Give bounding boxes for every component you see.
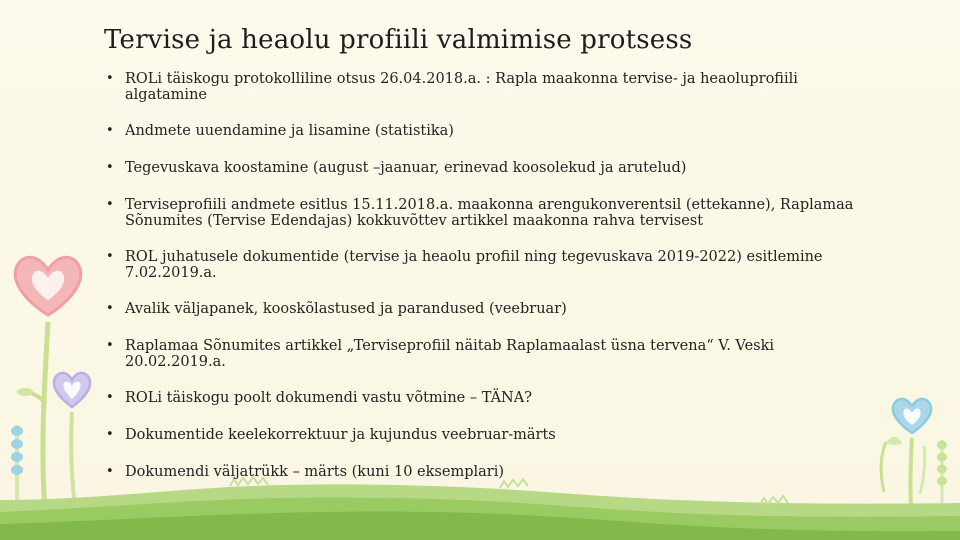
bullet-item: • Dokumentide keelekorrektuur ja kujundus veebruar-märts bbox=[106, 427, 876, 443]
bullet-item: • ROLi täiskogu poolt dokumendi vastu võtmine – TÄNA? bbox=[106, 390, 876, 406]
bullet-item: • ROL juhatusele dokumentide (tervise ja heaolu profiil ning tegevuskava 2019-2022) esitlemine 7.02.2019.a. bbox=[106, 249, 876, 281]
bullet-item: • Dokumendi väljatrükk – märts (kuni 10 eksemplari) bbox=[106, 464, 876, 480]
bullet-item: • Avalik väljapanek, kooskõlastused ja parandused (veebruar) bbox=[106, 301, 876, 317]
bullet-item: • Tegevuskava koostamine (august –jaanuar, erinevad koosolekud ja arutelud) bbox=[106, 160, 876, 176]
slide-title: Tervise ja heaolu profiili valmimise protsess bbox=[104, 25, 693, 55]
bullet-item: • ROLi täiskogu protokolliline otsus 26.04.2018.a. : Rapla maakonna tervise- ja heaoluprofiili algatamine bbox=[106, 71, 876, 103]
bullet-item: • Andmete uuendamine ja lisamine (statistika) bbox=[106, 123, 876, 139]
bullet-item: • Raplamaa Sõnumites artikkel „Terviseprofiil näitab Raplamaalast üsna tervena“ V. Veski 20.02.2019.a. bbox=[106, 338, 876, 370]
pink-heart-flower bbox=[15, 257, 81, 522]
right-bead-stem bbox=[937, 440, 947, 530]
process-steps-list bbox=[106, 71, 876, 480]
grass-hill bbox=[0, 477, 960, 540]
right-leaves bbox=[881, 437, 925, 494]
blue-bead-stem bbox=[11, 425, 23, 530]
lilac-heart-flower bbox=[54, 373, 90, 530]
blue-heart-flower bbox=[893, 399, 931, 528]
bullet-item: • Terviseprofiili andmete esitlus 15.11.2018.a. maakonna arengukonverentsil (ettekanne), Raplamaa Sõnumites (Tervise Edendajas) kokkuvõttev artikkel maakonna rahva tervisest bbox=[106, 197, 876, 229]
